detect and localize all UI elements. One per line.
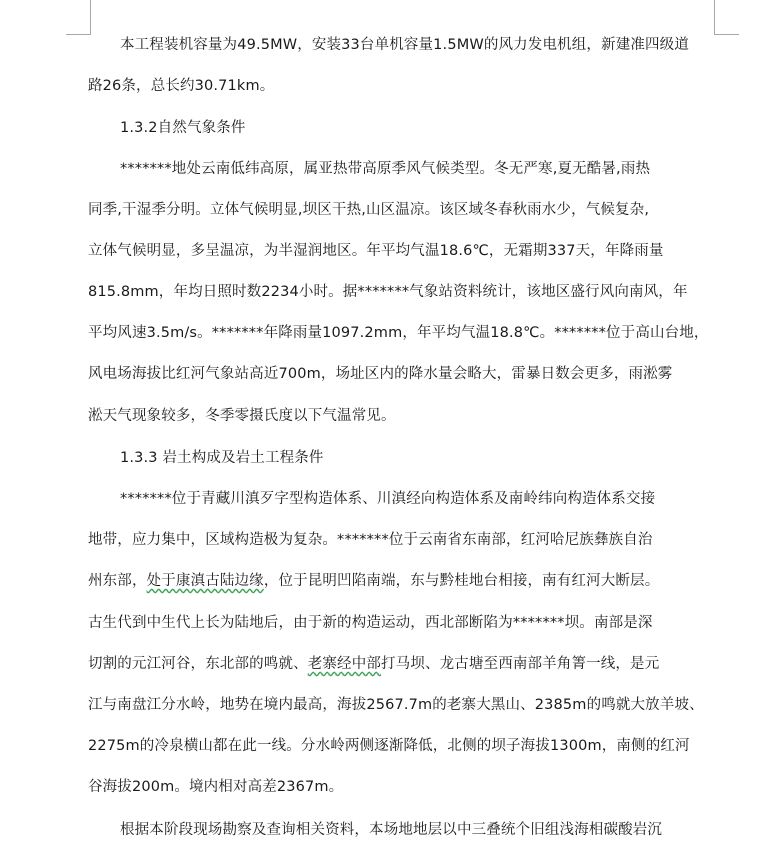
paragraph-strata-line-1: 根据本阶段现场勘察及查询相关资料，本场地地层以中三叠统个旧组浅海相碳酸岩沉	[120, 822, 663, 838]
spellcheck-flagged-text[interactable]: 处于康滇古陆边缘	[146, 573, 264, 589]
paragraph-climate-line-3: 立体气候明显，多呈温凉，为半湿润地区。年平均气温18.6℃，无霜期337天，年降雨量	[88, 243, 664, 259]
text-run: 州东部，	[88, 573, 147, 589]
paragraph-climate-line-6: 风电场海拔比红河气象站高近700m，场址区内的降水量会略大，雷暴日数会更多，雨淞雾	[88, 366, 673, 382]
paragraph-climate-line-2: 同季,干湿季分明。立体气候明显,坝区干热,山区温凉。该区域冬春秋雨水少，气候复杂,	[88, 202, 650, 218]
paragraph-geology-line-8: 谷海拔200m。境内相对高差2367m。	[88, 779, 344, 795]
paragraph-climate-line-4: 815.8mm，年均日照时数2234小时。据*******气象站资料统计，该地区盛行风向南风，年	[88, 284, 688, 300]
paragraph-geology-line-7: 2275m的冷泉横山都在此一线。分水岭两侧逐渐降低，北侧的坝子海拔1300m，南侧的红河	[88, 738, 690, 754]
paragraph-geology-line-1: *******位于青藏川滇歹字型构造体系、川滇经向构造体系及南岭纬向构造体系交接	[120, 491, 656, 507]
text-run: ，位于昆明凹陷南端，东与黔桂地台相接，南有红河大断层。	[263, 573, 660, 589]
paragraph-climate-line-7: 淞天气现象较多，冬季零摄氏度以下气温常见。	[88, 408, 396, 424]
paragraph-geology-line-6: 江与南盘江分水岭，地势在境内最高，海拔2567.7m的老寨大黑山、2385m的鸣就大放羊坡、	[88, 697, 704, 713]
heading-1-3-3: 1.3.3 岩土构成及岩土工程条件	[120, 450, 324, 466]
text-run: 打马坝、龙古塘至西南部羊角箐一线，是元	[381, 656, 660, 672]
text-run: 切割的元江河谷，东北部的鸣就、	[88, 656, 308, 672]
margin-corner-mark-top-left	[66, 0, 91, 35]
paragraph-geology-line-4: 古生代到中生代上长为陆地后，由于新的构造运动，西北部断陷为*******坝。南部是深	[88, 615, 653, 631]
paragraph-capacity-line-2: 路26条，总长约30.71km。	[88, 78, 275, 94]
heading-1-3-2: 1.3.2自然气象条件	[120, 120, 246, 136]
paragraph-geology-line-2: 地带，应力集中，区域构造极为复杂。*******位于云南省东南部，红河哈尼族彝族自治	[88, 532, 653, 548]
spellcheck-flagged-text[interactable]: 老寨经中部	[307, 656, 381, 672]
margin-corner-mark-top-right	[714, 0, 739, 35]
paragraph-capacity-line-1: 本工程装机容量为49.5MW，安装33台单机容量1.5MW的风力发电机组，新建准四级道	[120, 37, 689, 53]
paragraph-geology-line-3	[88, 571, 659, 591]
paragraph-climate-line-1: *******地处云南低纬高原，属亚热带高原季风气候类型。冬无严寒,夏无酷暑,雨热	[120, 161, 651, 177]
paragraph-geology-line-5	[88, 654, 659, 674]
paragraph-climate-line-5: 平均风速3.5m/s。*******年降雨量1097.2mm，年平均气温18.8℃。*******位于高山台地，	[88, 325, 709, 341]
